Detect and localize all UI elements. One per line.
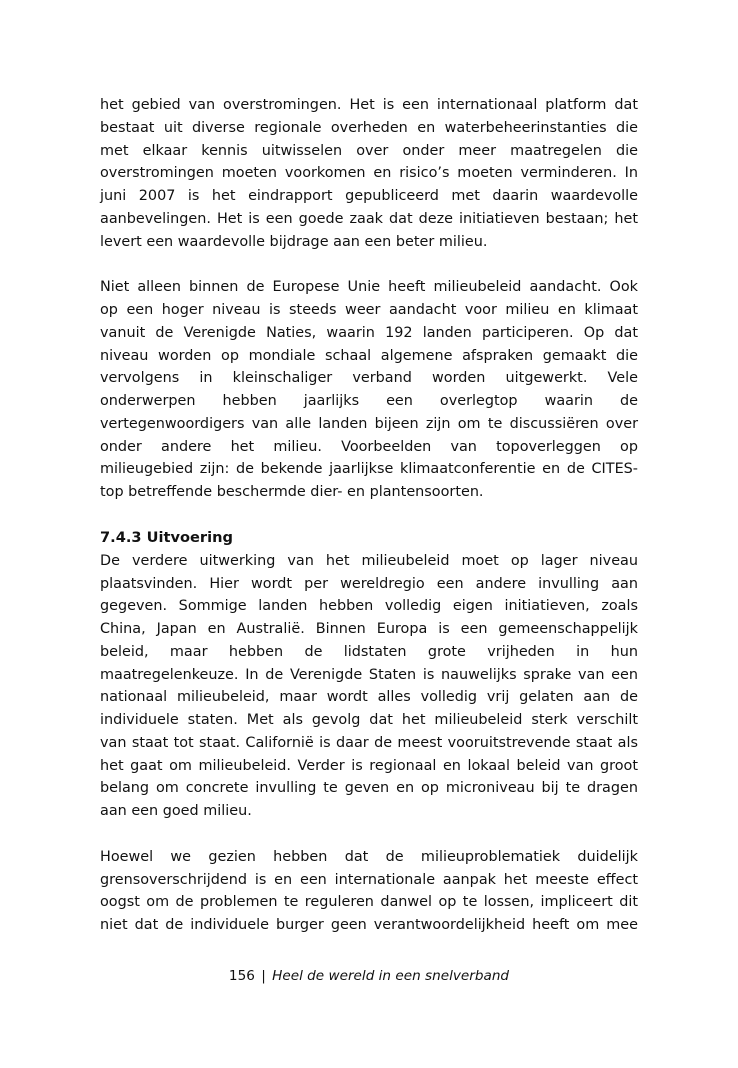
text-line: Hoewel we gezien hebben dat de milieuproblematiek duidelijk xyxy=(100,848,638,865)
text-line: vanuit de Verenigde Naties, waarin 192 landen participeren. Op dat xyxy=(100,324,638,341)
paragraph-united-nations xyxy=(100,276,638,504)
section-heading: 7.4.3 Uitvoering xyxy=(100,528,233,546)
text-line: top betreffende beschermde dier- en plantensoorten. xyxy=(100,484,484,500)
text-line: niveau worden op mondiale schaal algemene afspraken gemaakt die xyxy=(100,347,638,364)
text-line: vervolgens in kleinschaliger verband worden uitgewerkt. Vele xyxy=(100,370,638,387)
text-line: aanbevelingen. Het is een goede zaak dat deze initiatieven bestaan; het xyxy=(100,210,638,227)
book-title: Heel de wereld in een snelverband xyxy=(272,968,510,984)
paragraph-individual-citizen xyxy=(100,846,638,937)
text-line: oogst om de problemen te reguleren danwel op te lossen, impliceert dit xyxy=(100,894,638,911)
text-line: individuele staten. Met als gevolg dat het milieubeleid sterk verschilt xyxy=(100,712,638,728)
text-line: De verdere uitwerking van het milieubeleid moet op lager niveau xyxy=(100,552,638,569)
text-line: Niet alleen binnen de Europese Unie heeft milieubeleid aandacht. Ook xyxy=(100,279,638,296)
text-line: bestaat uit diverse regionale overheden en waterbeheerinstanties die xyxy=(100,119,638,136)
text-line: juni 2007 is het eindrapport gepubliceerd met daarin waardevolle xyxy=(100,188,638,204)
page-footer xyxy=(0,966,738,986)
text-line: nationaal milieubeleid, maar wordt alles volledig vrij gelaten aan de xyxy=(100,689,638,706)
page-number: 156 xyxy=(228,968,255,984)
text-line: milieugebied zijn: de bekende jaarlijkse klimaatconferentie en de CITES- xyxy=(100,461,638,478)
text-line: overstromingen moeten voorkomen en risico’s moeten verminderen. In xyxy=(100,165,638,182)
text-line: het gaat om milieubeleid. Verder is regionaal en lokaal beleid van groot xyxy=(100,757,638,774)
text-line: beleid, maar hebben de lidstaten grote vrijheden in hun xyxy=(100,643,638,660)
text-line: maatregelenkeuze. In de Verenigde Staten is nauwelijks sprake van een xyxy=(100,666,638,683)
text-line: met elkaar kennis uitwisselen over onder meer maatregelen die xyxy=(100,142,638,159)
text-line: China, Japan en Australië. Binnen Europa is een gemeenschappelijk xyxy=(100,621,638,637)
text-line: onderwerpen hebben jaarlijks een overlegtop waarin de xyxy=(100,393,638,409)
text-line: onder andere het milieu. Voorbeelden van topoverleggen op xyxy=(100,438,638,455)
text-line: levert een waardevolle bijdrage aan een beter milieu. xyxy=(100,233,488,250)
text-line: aan een goed milieu. xyxy=(100,803,252,819)
text-line: op een hoger niveau is steeds weer aandacht voor milieu en klimaat xyxy=(100,302,638,318)
text-line: vertegenwoordigers van alle landen bijeen zijn om te discussiëren over xyxy=(100,415,638,432)
paragraph-flooding-platform xyxy=(100,94,638,253)
page-body xyxy=(100,94,638,960)
text-line: gegeven. Sommige landen hebben volledig eigen initiatieven, zoals xyxy=(100,598,638,615)
text-line: plaatsvinden. Hier wordt per wereldregio een andere invulling aan xyxy=(100,575,638,592)
footer-separator: | xyxy=(261,968,266,984)
text-line: belang om concrete invulling te geven en op microniveau bij te dragen xyxy=(100,780,638,797)
text-line: niet dat de individuele burger geen verantwoordelijkheid heeft om mee xyxy=(100,917,638,933)
paragraph-implementation xyxy=(100,550,638,823)
text-line: van staat tot staat. Californië is daar de meest vooruitstrevende staat als xyxy=(100,734,638,751)
text-line: grensoverschrijdend is en een internationale aanpak het meeste effect xyxy=(100,871,638,888)
text-line: het gebied van overstromingen. Het is een internationaal platform dat xyxy=(100,97,638,113)
